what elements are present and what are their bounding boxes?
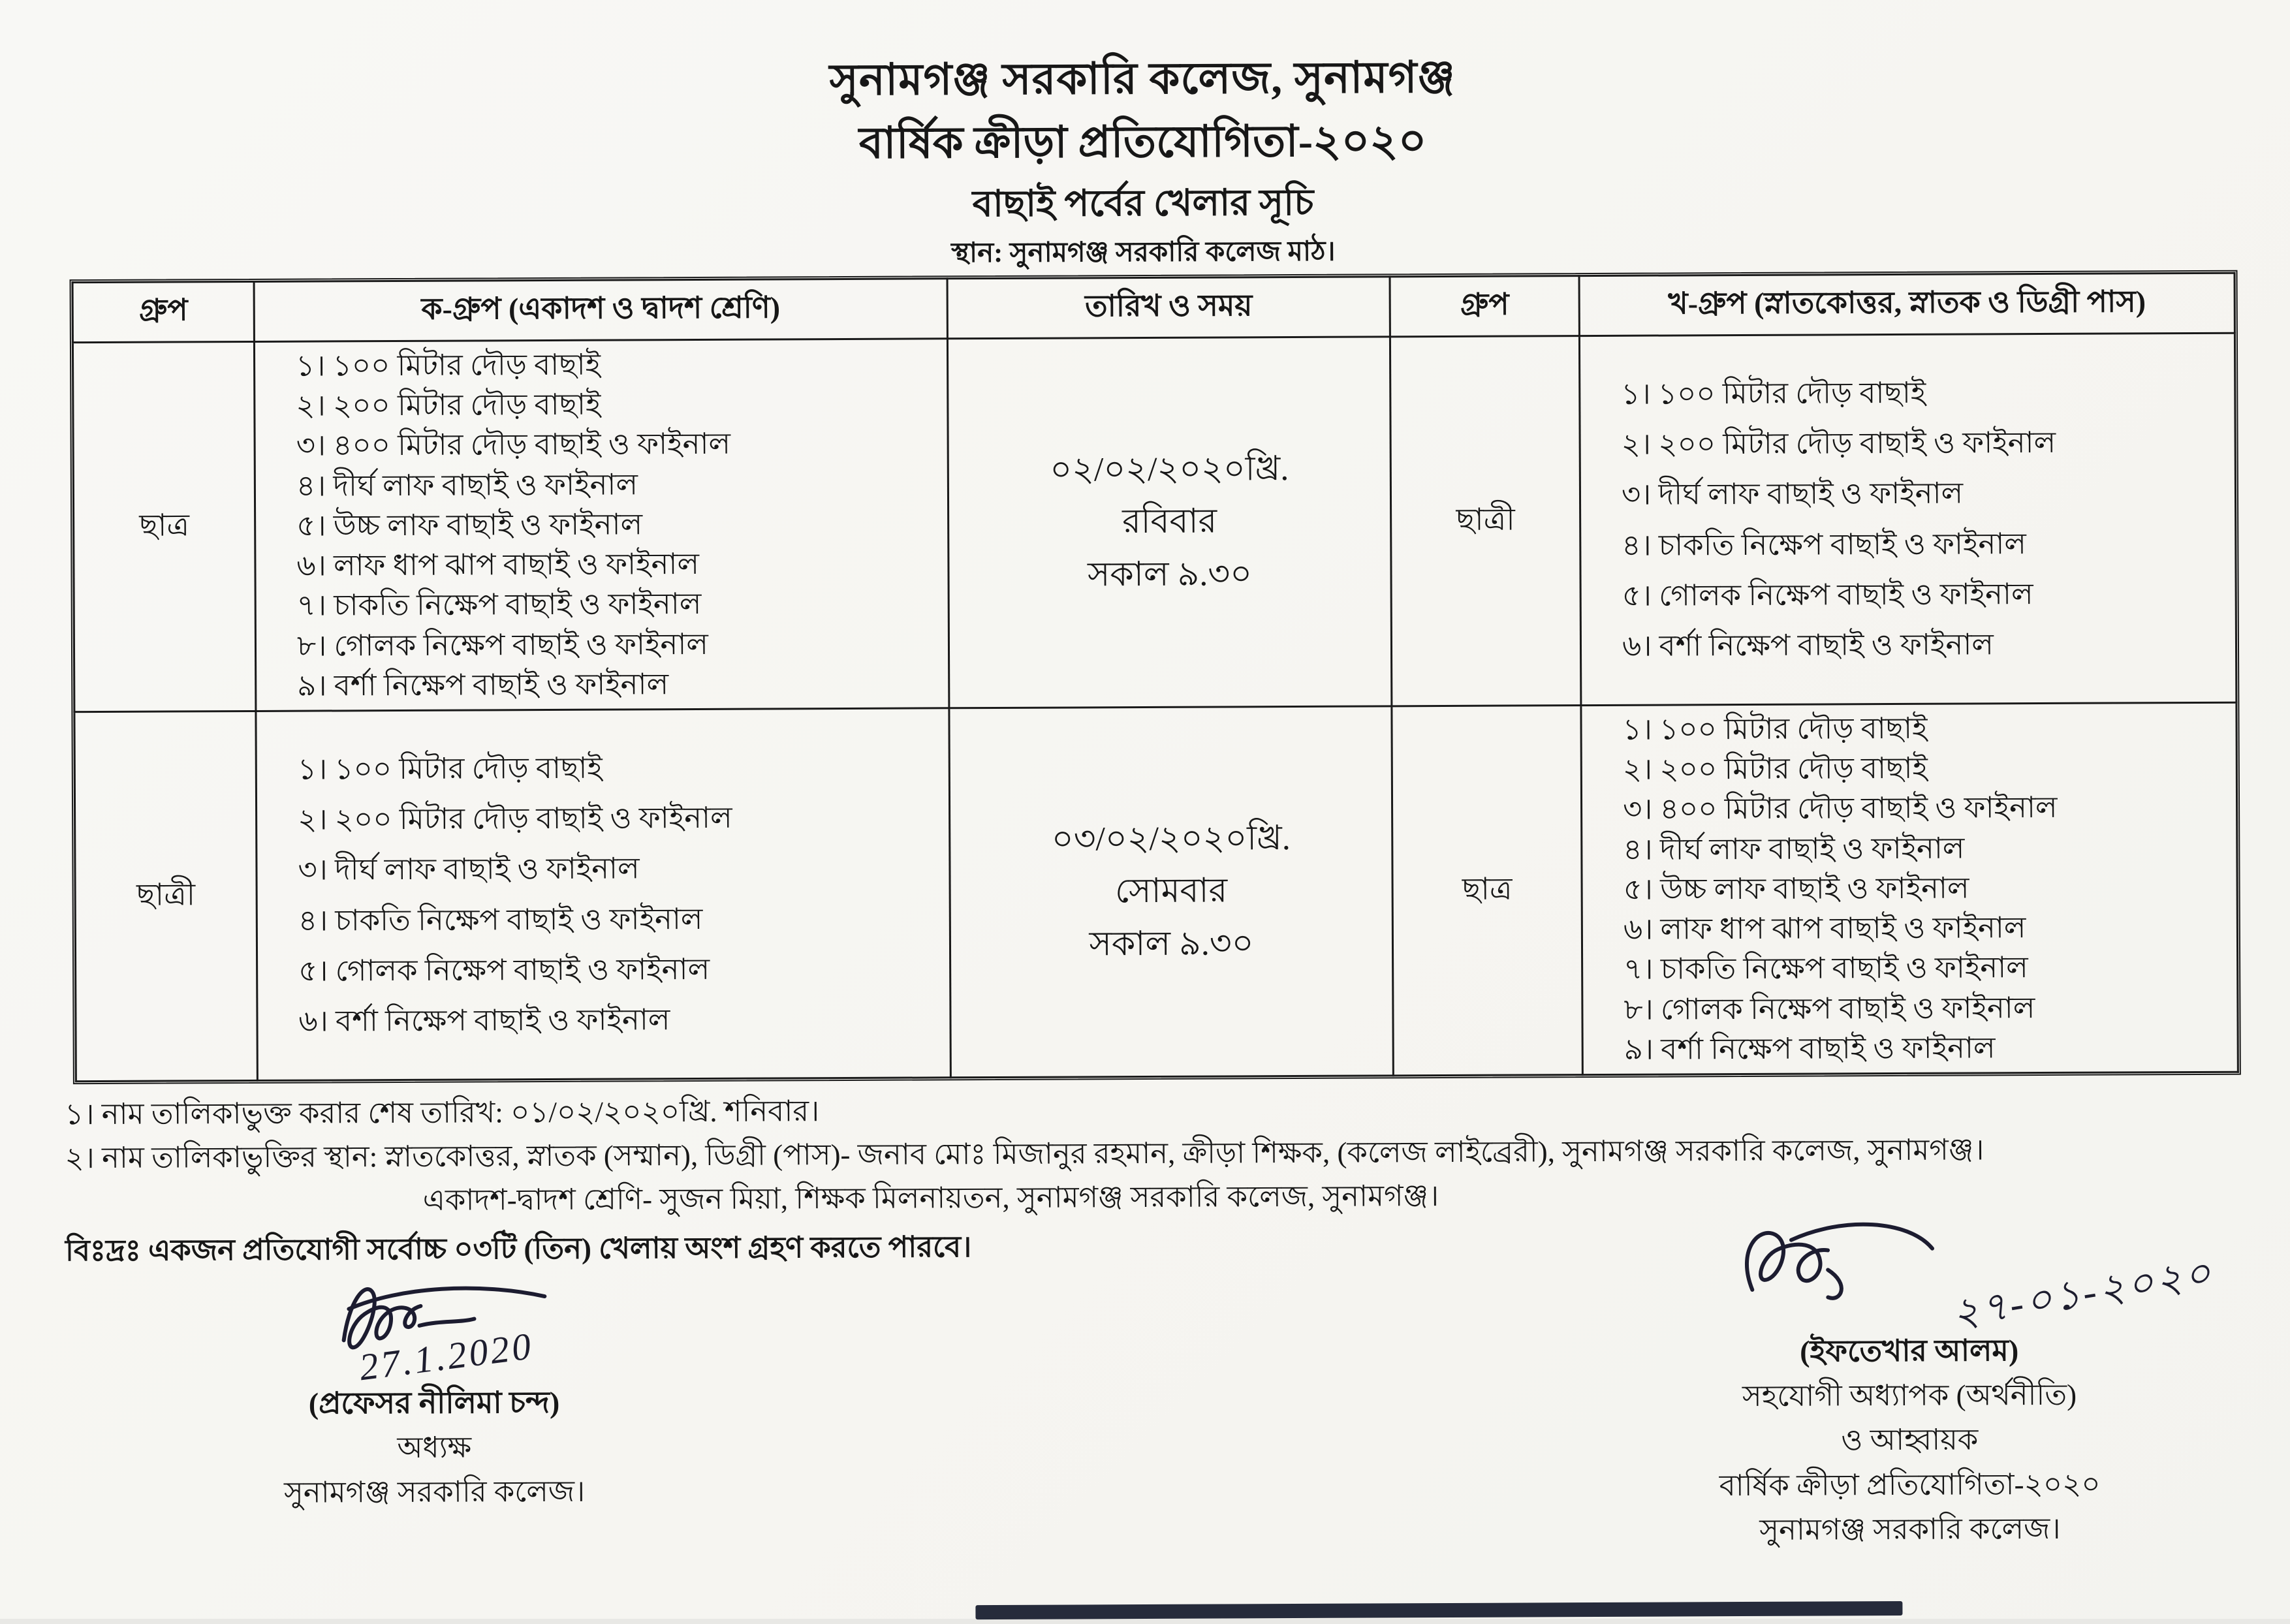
- date-line: সোমবার: [1114, 872, 1228, 911]
- group-cell-day1-left: ছাত্র: [72, 341, 255, 711]
- date-cell-day1: [947, 337, 1391, 708]
- date-cell-day2: [949, 706, 1393, 1078]
- events-cell-day1-ka: [254, 339, 949, 711]
- column-header-kha-group: খ-গ্রুপ (স্নাতকোত্তর, স্নাতক ও ডিগ্রী পাস): [1579, 273, 2235, 336]
- document-header: [0, 52, 2288, 271]
- event-item: ৯। বর্শা নিক্ষেপ বাছাই ও ফাইনাল: [1623, 1031, 1996, 1066]
- group-cell-day1-right: ছাত্রী: [1390, 336, 1580, 706]
- events-cell-day1-kha: [1579, 333, 2236, 705]
- table-row-day2: [74, 702, 2238, 1081]
- event-item: ৫। গোলক নিক্ষেপ বাছাই ও ফাইনাল: [1622, 577, 2033, 612]
- event-item: ৬। বর্শা নিক্ষেপ বাছাই ও ফাইনাল: [1622, 628, 1994, 663]
- date-line: রবিবার: [1122, 503, 1217, 541]
- event-item: ৪। দীর্ঘ লাফ বাছাই ও ফাইনাল: [1623, 832, 1965, 866]
- date-line: ০২/০২/২০২০খ্রি.: [1050, 450, 1289, 489]
- date-lines: [950, 708, 1392, 1076]
- date-lines: [949, 339, 1390, 706]
- date-line: সকাল ৯.৩০: [1089, 925, 1254, 963]
- event-item: ৩। দীর্ঘ লাফ বাছাই ও ফাইনাল: [298, 852, 640, 886]
- college-title: সুনামগঞ্জ সরকারি কলেজ, সুনামগঞ্জ: [829, 53, 1456, 105]
- convener-name: (ইফতেখার আলম): [1800, 1334, 2019, 1368]
- events-list: [1580, 335, 2235, 703]
- group-cell-day2-left: ছাত্রী: [74, 711, 257, 1081]
- column-header-date-time: তারিখ ও সময়: [947, 277, 1390, 339]
- event-item: ৭। চাকতি নিক্ষেপ বাছাই ও ফাইনাল: [1623, 951, 2028, 986]
- event-item: ২। ২০০ মিটার দৌড় বাছাই ও ফাইনাল: [1621, 426, 2056, 461]
- event-item: ৯। বর্শা নিক্ষেপ বাছাই ও ফাইনাল: [297, 668, 669, 702]
- event-item: ৬। বর্শা নিক্ষেপ বাছাই ও ফাইনাল: [298, 1003, 670, 1038]
- event-item: ৩। ৪০০ মিটার দৌড় বাছাই ও ফাইনাল: [1622, 791, 2058, 826]
- schedule-table: [72, 272, 2239, 1082]
- column-header-group-left: গ্রুপ: [72, 281, 254, 342]
- event-title: বার্ষিক ক্রীড়া প্রতিযোগিতা-২০২০: [858, 117, 1427, 168]
- note-registration-place-degree: ২। নাম তালিকাভুক্তির স্থান: স্নাতকোত্তর, স্নাতক (সম্মান), ডিগ্রী (পাস)- জনাব মোঃ মিজানুর রহমান, ক্রীড়া শিক্ষক, (কলেজ লাইব্রেরী), সুনামগঞ্জ সরকারি কলেজ, সুনামগঞ্জ।: [65, 1133, 1984, 1175]
- column-header-group-right: গ্রুপ: [1390, 276, 1579, 337]
- principal-name: (প্রফেসর নীলিমা চন্দ): [308, 1385, 560, 1420]
- convener-signature-block: [1622, 1327, 2197, 1553]
- events-cell-day2-kha: [1581, 702, 2238, 1074]
- table-row-day1: [72, 333, 2236, 711]
- convener-college: সুনামগঞ্জ সরকারি কলেজ।: [1759, 1512, 2061, 1547]
- schedule-heading: বাছাই পর্বের খেলার সূচি: [972, 182, 1314, 225]
- scan-edge-artifact: [975, 1601, 1902, 1619]
- events-list: [1582, 704, 2236, 1072]
- principal-college: সুনামগঞ্জ সরকারি কলেজ।: [283, 1475, 586, 1510]
- principal-signature-date: 27.1.2020: [356, 1324, 536, 1389]
- principal-signature-block: [199, 1379, 670, 1516]
- events-cell-day2-ka: [256, 708, 950, 1081]
- events-list: [255, 341, 948, 710]
- event-item: ৫। গোলক নিক্ষেপ বাছাই ও ফাইনাল: [298, 952, 710, 988]
- events-list: [257, 710, 949, 1079]
- event-item: ১। ১০০ মিটার দৌড় বাছাই: [297, 751, 603, 786]
- note-registration-deadline: ১। নাম তালিকাভুক্ত করার শেষ তারিখ: ০১/০২/২০২০খ্রি. শনিবার।: [64, 1095, 820, 1131]
- table-header-row: [72, 273, 2235, 342]
- event-item: ৪। চাকতি নিক্ষেপ বাছাই ও ফাইনাল: [1622, 527, 2026, 562]
- event-item: ১। ১০০ মিটার দৌড় বাছাই: [1621, 376, 1926, 411]
- note-registration-place-hsc: একাদশ-দ্বাদশ শ্রেণি- সুজন মিয়া, শিক্ষক মিলনায়তন, সুনামগঞ্জ সরকারি কলেজ, সুনামগঞ্জ।: [422, 1179, 1439, 1217]
- convener-signature-date: ২৭-০১-২০২০: [1949, 1250, 2217, 1337]
- group-cell-day2-right: ছাত্র: [1392, 706, 1582, 1076]
- event-item: ২। ২০০ মিটার দৌড় বাছাই: [1622, 751, 1928, 786]
- event-item: ৫। উচ্চ লাফ বাছাই ও ফাইনাল: [296, 508, 643, 542]
- convener-designation: সহযোগী অধ্যাপক (অর্থনীতি): [1742, 1378, 2077, 1413]
- venue-line: স্থান: সুনামগঞ্জ সরকারি কলেজ মাঠ।: [951, 236, 1336, 269]
- event-item: ৩। দীর্ঘ লাফ বাছাই ও ফাইনাল: [1621, 476, 1964, 512]
- note-max-events: বিঃদ্রঃ একজন প্রতিযোগী সর্বোচ্চ ০৩টি (তিন) খেলায় অংশ গ্রহণ করতে পারবে।: [65, 1230, 972, 1268]
- event-item: ২। ২০০ মিটার দৌড় বাছাই ও ফাইনাল: [298, 801, 732, 836]
- event-item: ৮। গোলক নিক্ষেপ বাছাই ও ফাইনাল: [1623, 991, 2035, 1026]
- event-item: ৮। গোলক নিক্ষেপ বাছাই ও ফাইনাল: [296, 627, 708, 663]
- event-item: ৬। লাফ ধাপ ঝাপ বাছাই ও ফাইনাল: [1623, 911, 2026, 946]
- date-line: সকাল ৯.৩০: [1087, 555, 1253, 594]
- event-item: ৩। ৪০০ মিটার দৌড় বাছাই ও ফাইনাল: [296, 428, 731, 463]
- event-item: ১। ১০০ মিটার দৌড় বাছাই: [295, 348, 601, 383]
- column-header-ka-group: ক-গ্রুপ (একাদশ ও দ্বাদশ শ্রেণি): [254, 279, 947, 342]
- event-item: ১। ১০০ মিটার দৌড় বাছাই: [1622, 711, 1928, 746]
- principal-designation: অধ্যক্ষ: [397, 1431, 472, 1465]
- convener-role: ও আহ্বায়ক: [1841, 1423, 1979, 1457]
- event-item: ৬। লাফ ধাপ ঝাপ বাছাই ও ফাইনাল: [296, 548, 700, 582]
- event-item: ৭। চাকতি নিক্ষেপ বাছাই ও ফাইনাল: [296, 587, 702, 623]
- event-item: ৫। উচ্চ লাফ বাছাই ও ফাইনাল: [1623, 871, 1969, 906]
- event-item: ৪। দীর্ঘ লাফ বাছাই ও ফাইনাল: [296, 468, 638, 503]
- convener-event: বার্ষিক ক্রীড়া প্রতিযোগিতা-২০২০: [1719, 1467, 2101, 1502]
- event-item: ২। ২০০ মিটার দৌড় বাছাই: [296, 388, 601, 422]
- event-item: ৪। চাকতি নিক্ষেপ বাছাই ও ফাইনাল: [298, 902, 703, 937]
- date-line: ০৩/০২/২০২০খ্রি.: [1051, 819, 1291, 858]
